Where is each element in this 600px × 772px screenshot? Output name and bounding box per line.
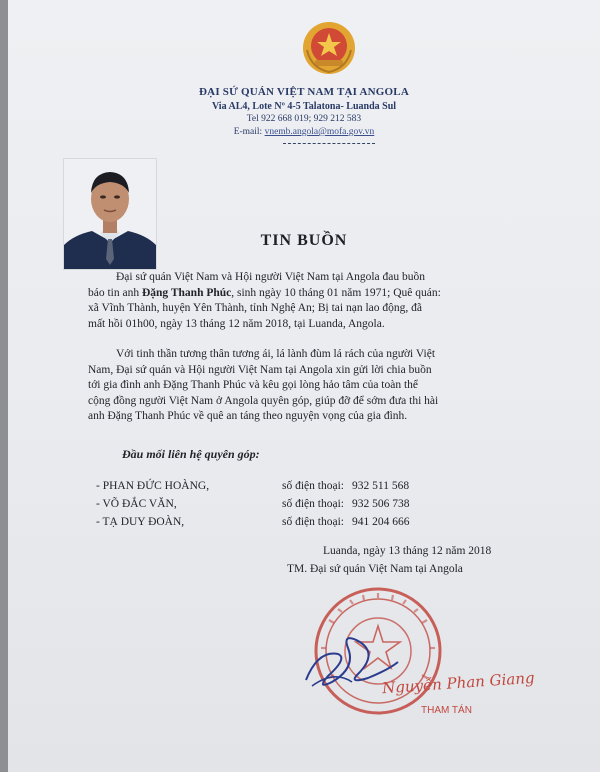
contact-row <box>96 516 566 533</box>
paragraph-line: Đại sứ quán Việt Nam và Hội người Việt Nam tại Angola đau buồn <box>116 271 425 283</box>
phone-number: 932 511 568 <box>352 480 410 492</box>
contact-row <box>96 498 566 515</box>
embassy-phone: Tel 922 668 019; 929 212 583 <box>246 114 362 124</box>
contact-row <box>96 480 566 497</box>
contact-name: - TẠ DUY ĐOÀN, <box>96 516 185 528</box>
paragraph-line: anh Đặng Thanh Phúc về quê an táng theo nguyện vọng của gia đình. <box>88 410 408 422</box>
paragraph-line: tới gia đình anh Đặng Thanh Phúc và kêu gọi lòng hảo tâm của toàn thể <box>88 379 419 391</box>
paragraph-line: cộng đồng người Việt Nam ở Angola quyên góp, giúp đỡ để sớm đưa thi hài <box>88 394 439 407</box>
phone-number: 932 506 738 <box>352 498 410 510</box>
phone-label: số điện thoại: <box>282 480 344 492</box>
deceased-name: Đặng Thanh Phúc <box>141 286 232 299</box>
paragraph-line <box>88 286 568 302</box>
embassy-name: ĐẠI SỨ QUÁN VIỆT NAM TẠI ANGOLA <box>199 86 409 98</box>
on-behalf-line: TM. Đại sứ quán Việt Nam tại Angola <box>287 563 463 575</box>
signer-role: THAM TÁN <box>421 705 472 716</box>
signer-name: Nguyễn Phan Giang <box>381 668 536 698</box>
paragraph-line: Nam, Đại sứ quán và Hội người Việt Nam tại Angola xin gửi lời chia buồn <box>88 363 432 376</box>
portrait-photo <box>63 158 157 270</box>
phone-label: số điện thoại: <box>282 516 344 528</box>
contact-name: - VÕ ĐẮC VĂN, <box>96 498 177 510</box>
embassy-address: Via AL4, Lote Nº 4-5 Talatona- Luanda Sul <box>211 101 397 112</box>
appeal-paragraph <box>88 347 568 425</box>
notice-title: TIN BUỒN <box>260 232 348 249</box>
document-page <box>8 0 600 772</box>
contacts-heading: Đầu mối liên hệ quyên góp: <box>122 447 260 461</box>
place-date: Luanda, ngày 13 tháng 12 năm 2018 <box>323 545 492 557</box>
header-divider <box>283 143 375 144</box>
announcement-paragraph <box>88 270 568 332</box>
paragraph-line: xã Vĩnh Thành, huyện Yên Thành, tỉnh Nghệ An; Bị tai nạn lao động, đã <box>88 302 422 314</box>
contact-name: - PHAN ĐỨC HOÀNG, <box>96 480 210 492</box>
embassy-email-line <box>8 127 600 137</box>
national-emblem-icon <box>301 20 357 76</box>
paragraph-line: mất hồi 01h00, ngày 13 tháng 12 năm 2018, tại Luanda, Angola. <box>88 317 385 330</box>
text-fragment: , sinh ngày 10 tháng 01 năm 1971; Quê quán: <box>231 286 441 299</box>
phone-number: 941 204 666 <box>352 516 410 528</box>
email-link[interactable]: vnemb.angola@mofa.gov.vn <box>264 127 375 137</box>
phone-label: số điện thoại: <box>282 498 344 510</box>
paragraph-line: Với tinh thần tương thân tương ái, lá lành đùm lá rách của người Việt <box>116 348 436 360</box>
text-fragment: báo tin anh <box>88 286 142 299</box>
email-label: E-mail: <box>233 127 265 137</box>
